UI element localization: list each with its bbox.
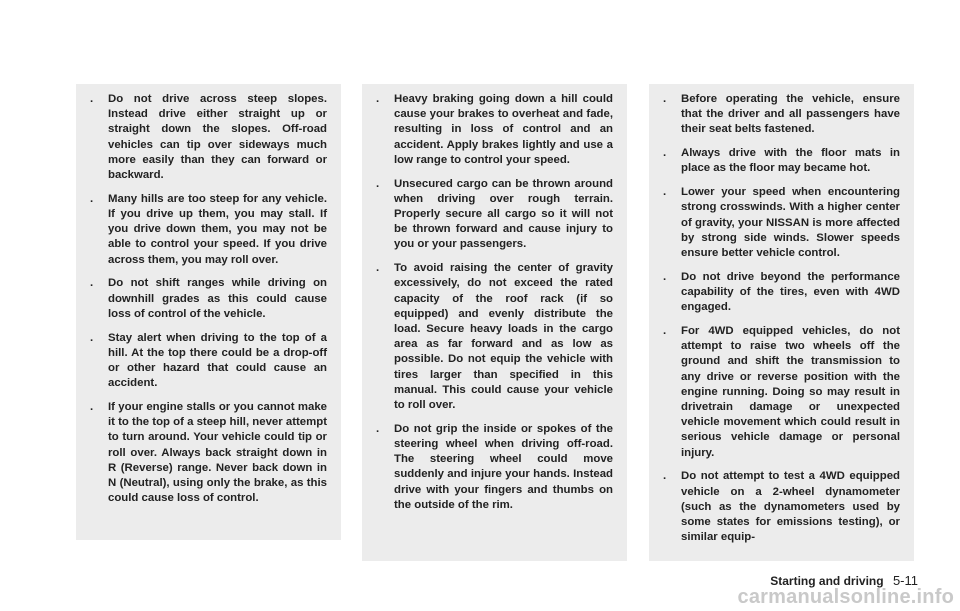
warning-text: Do not drive across steep slopes. Instead drive either straight up or straight down the slopes. Off-road vehicles can tip over sideways much more easily than they can forward or backward. (108, 93, 327, 182)
warning-text: Many hills are too steep for any vehicle. If you drive up them, you may stall. If you drive down them, you may not be able to control your speed. If you drive across them, you may roll over. (108, 192, 327, 266)
bullet-marker: . (663, 325, 667, 338)
bullet-marker: . (376, 422, 380, 435)
watermark: carmanualsonline.info (737, 586, 954, 608)
warning-text: Heavy braking going down a hill could cause your brakes to overheat and fade, resulting in loss of control and an accident. Apply brakes lightly and use a low range to control your speed. (394, 93, 613, 166)
bullet-marker: . (90, 331, 94, 344)
warning-item (90, 192, 327, 268)
warning-column-2 (362, 84, 627, 561)
warning-text: Do not attempt to test a 4WD equipped vehicle on a 2-wheel dynamometer (such as the dynamometers used by some states for emissions testing), or similar equip- (681, 470, 900, 544)
bullet-marker: . (376, 262, 380, 275)
warning-text: Before operating the vehicle, ensure that the driver and all passengers have their seat belts fastened. (681, 93, 900, 136)
warning-column-1 (76, 84, 341, 540)
warning-item (663, 324, 900, 461)
warning-item (90, 400, 327, 506)
warning-list (90, 92, 327, 506)
warning-list (663, 92, 900, 545)
warning-text: Unsecured cargo can be thrown around when driving over rough terrain. Properly secure all cargo so it will not be thrown forward and cause injury to you or your passengers. (394, 177, 613, 251)
warning-text: Do not grip the inside or spokes of the steering wheel when driving off-road. The steering wheel could move suddenly and injure your hands. Instead drive with your fingers and thumbs on the outside of the rim. (394, 422, 613, 511)
warning-item (663, 469, 900, 545)
warning-item (376, 92, 613, 168)
warning-text: For 4WD equipped vehicles, do not attempt to raise two wheels off the ground and shift the transmission to any drive or reverse position with the engine running. Doing so may result in drivetrain damage or unexpected vehicle movement which could result in serious vehicle damage or personal injury. (681, 325, 900, 459)
warning-list (376, 92, 613, 513)
warning-text: Always drive with the floor mats in place as the floor may became hot. (681, 147, 900, 175)
section-title: Starting and driving (770, 574, 884, 588)
warning-item (663, 185, 900, 261)
warning-column-3 (649, 84, 914, 561)
warning-item (376, 261, 613, 413)
warning-item (90, 92, 327, 183)
warning-text: Lower your speed when encountering strong crosswinds. With a higher center of gravity, your NISSAN is more affected by strong side winds. Slower speeds ensure better vehicle control. (681, 186, 900, 260)
bullet-marker: . (663, 186, 667, 199)
bullet-marker: . (90, 277, 94, 290)
warning-text: To avoid raising the center of gravity excessively, do not exceed the rated capacity of the roof rack (if so equipped) and evenly distribute the load. Secure heavy loads in the cargo area as far forward and as low as possible. Do not equip the vehicle with tires larger than specified in this manual. This could cause your vehicle to roll over. (394, 262, 613, 412)
warning-item (90, 276, 327, 322)
warning-item (663, 270, 900, 316)
bullet-marker: . (663, 147, 667, 160)
warning-text: If your engine stalls or you cannot make it to the top of a steep hill, never attempt to turn around. Your vehicle could tip or roll over. Always back straight down in R (Reverse) range. Never back down in N (Neutral), using only the brake, as this could cause loss of control. (108, 401, 327, 505)
warning-item (90, 331, 327, 392)
warning-text: Do not shift ranges while driving on downhill grades as this could cause loss of control of the vehicle. (108, 277, 327, 320)
warning-item (663, 146, 900, 176)
bullet-marker: . (663, 470, 667, 483)
bullet-marker: . (663, 93, 667, 105)
warning-item (376, 177, 613, 253)
warning-text: Stay alert when driving to the top of a hill. At the top there could be a drop-off or other hazard that could cause an accident. (108, 331, 327, 390)
bullet-marker: . (376, 177, 380, 190)
bullet-marker: . (90, 93, 94, 105)
bullet-marker: . (90, 401, 94, 414)
bullet-marker: . (663, 270, 667, 283)
warning-item (376, 422, 613, 513)
warning-text: Do not drive beyond the performance capability of the tires, even with 4WD engaged. (681, 270, 900, 314)
warning-item (663, 92, 900, 138)
page-number: 5-11 (892, 573, 918, 588)
bullet-marker: . (376, 93, 380, 105)
bullet-marker: . (90, 192, 94, 205)
